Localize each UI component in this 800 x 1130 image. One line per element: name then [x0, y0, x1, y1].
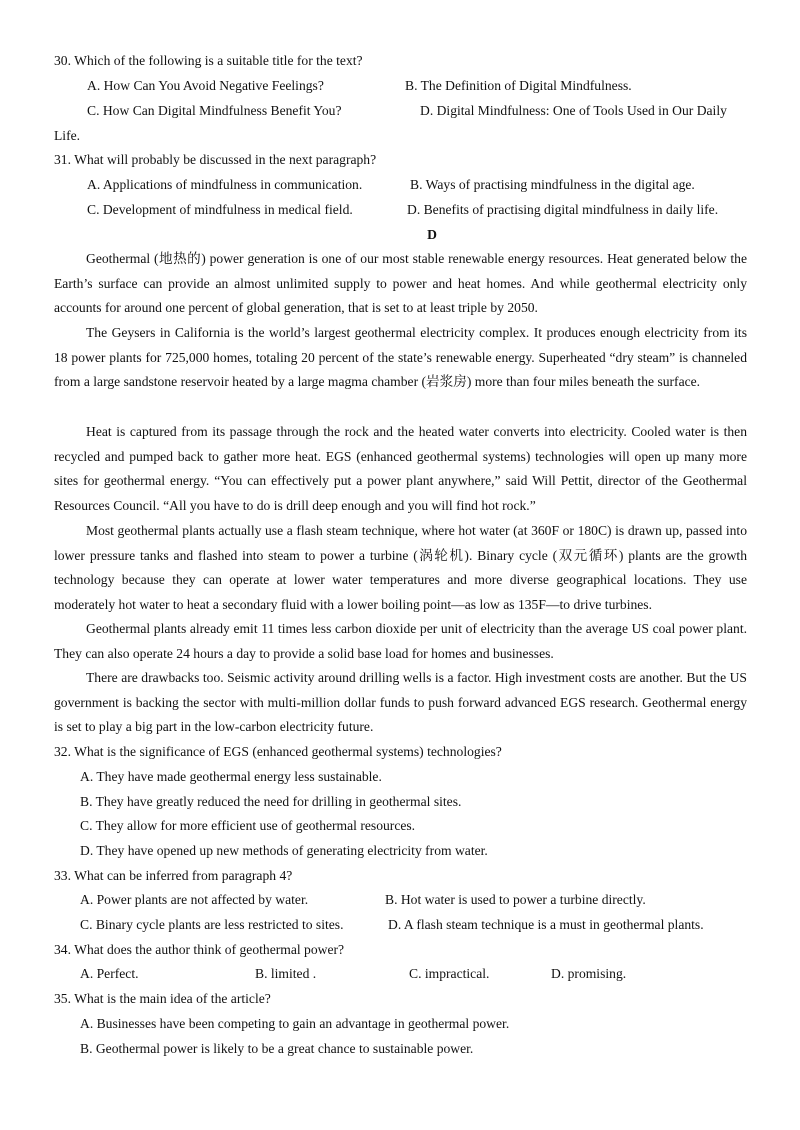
question-34-option-c: C. impractical.: [409, 966, 490, 981]
passage-paragraph-5-text: Geothermal plants already emit 11 times less carbon dioxide per unit of electricity than the average US coal power plant. They can also operate 24 hours a day to provide a solid base load for homes and businesses.: [54, 621, 747, 661]
question-30-stem: 30. Which of the following is a suitable title for the text?: [54, 53, 363, 68]
question-31-stem: 31. What will probably be discussed in the next paragraph?: [54, 152, 377, 167]
question-34-stem: 34. What does the author think of geothermal power?: [54, 942, 345, 957]
question-33-option-c: C. Binary cycle plants are less restricted to sites.: [80, 917, 344, 932]
question-30-option-d-continued: Life.: [54, 128, 81, 143]
passage-paragraph-6-text: There are drawbacks too. Seismic activity around drilling wells is a factor. High investment costs are another. But the US government is backing the sector with multi-million dollar funds to push forward advanced EGS research. Geothermal energy is set to play a big part in the low-carbon electricity future.: [54, 670, 747, 735]
question-32-option-b: B. They have greatly reduced the need for drilling in geothermal sites.: [80, 794, 462, 809]
question-30-option-a: A. How Can You Avoid Negative Feelings?: [87, 78, 324, 93]
question-32-option-d: D. They have opened up new methods of generating electricity from water.: [80, 843, 488, 858]
question-33-option-b: B. Hot water is used to power a turbine directly.: [385, 892, 646, 907]
passage-paragraph-2-text: The Geysers in California is the world’s largest geothermal electricity complex. It produces enough electricity from its 18 power plants for 725,000 homes, totaling 20 percent of the state’s renewable energy. Superheated “dry steam” is channeled from a large sandstone reservoir heated by a large magma chamber (岩浆房) more than four miles beneath the surface.: [54, 325, 747, 390]
question-31-option-d: D. Benefits of practising digital mindfulness in daily life.: [407, 202, 719, 217]
question-35-option-a: A. Businesses have been competing to gain an advantage in geothermal power.: [80, 1016, 510, 1031]
question-35-option-b: B. Geothermal power is likely to be a great chance to sustainable power.: [80, 1041, 474, 1056]
passage-paragraph-3: [54, 420, 747, 519]
question-34-option-d: D. promising.: [551, 966, 627, 981]
question-30-option-b: B. The Definition of Digital Mindfulness.: [405, 78, 632, 93]
passage-paragraph-1: [54, 247, 747, 321]
question-33-option-d: D. A flash steam technique is a must in geothermal plants.: [388, 917, 704, 932]
question-32-stem: 32. What is the significance of EGS (enhanced geothermal systems) technologies?: [54, 744, 502, 759]
question-34-option-b: B. limited .: [255, 966, 317, 981]
passage-paragraph-6: [54, 666, 747, 740]
passage-paragraph-4-text: Most geothermal plants actually use a flash steam technique, where hot water (at 360F or 180C) is drawn up, passed into lower pressure tanks and flashed into steam to power a turbine (涡轮机). Binary cycle (双元循环) plants are the growth technology because they can operate at lower water temperatures and more diverse geographical locations. They use moderately hot water to heat a secondary fluid with a lower boiling point—as low as 135F—to drive turbines.: [54, 523, 747, 613]
passage-paragraph-4: [54, 519, 747, 618]
passage-paragraph-5: [54, 617, 747, 666]
question-31-option-a: A. Applications of mindfulness in communication.: [87, 177, 363, 192]
passage-paragraph-2: [54, 321, 747, 395]
question-33-option-a: A. Power plants are not affected by water.: [80, 892, 309, 907]
question-35-stem: 35. What is the main idea of the article?: [54, 991, 271, 1006]
question-30-option-c: C. How Can Digital Mindfulness Benefit You?: [87, 103, 342, 118]
question-32-option-c: C. They allow for more efficient use of geothermal resources.: [80, 818, 416, 833]
question-32-option-a: A. They have made geothermal energy less sustainable.: [80, 769, 382, 784]
passage-paragraph-1-text: Geothermal (地热的) power generation is one of our most stable renewable energy resources. Heat generated below the Earth’s surface can provide an almost unlimited supply to power and heat homes. And while geothermal electricity only accounts for around one percent of global generation, that is set to at least triple by 2050.: [54, 251, 747, 316]
passage-paragraph-3-text: Heat is captured from its passage through the rock and the heated water converts into electricity. Cooled water is then recycled and pumped back to gather more heat. EGS (enhanced geothermal systems) technologies will open up many more sites for geothermal energy. “You can effectively put a power plant anywhere,” said Will Pettit, director of the Geothermal Resources Council. “All you have to do is drill deep enough and you will find hot rock.”: [54, 424, 747, 514]
section-heading: D: [427, 227, 437, 242]
question-34-option-a: A. Perfect.: [80, 966, 139, 981]
question-33-stem: 33. What can be inferred from paragraph 4?: [54, 868, 293, 883]
question-31-option-c: C. Development of mindfulness in medical field.: [87, 202, 353, 217]
question-31-option-b: B. Ways of practising mindfulness in the digital age.: [410, 177, 695, 192]
question-30-option-d: D. Digital Mindfulness: One of Tools Used in Our Daily: [420, 103, 727, 118]
